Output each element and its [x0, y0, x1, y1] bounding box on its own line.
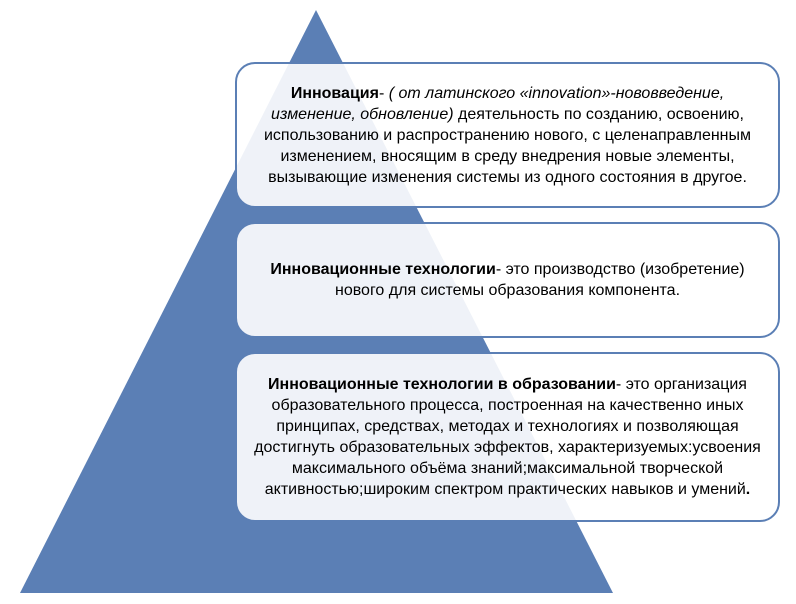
term-innovation: Инновация — [290, 84, 379, 102]
end-mark: . — [745, 481, 751, 498]
term-innovative-technologies: Инновационные технологии — [270, 261, 496, 278]
term-innovative-technologies-in-education: Инновационные технологии в образовании — [268, 376, 616, 393]
definition-innovative-technologies: - это производство (изобретение) нового для системы образования компонента. — [334, 261, 745, 299]
card-innovation — [235, 62, 780, 208]
card-innovative-technologies-in-education — [235, 352, 780, 522]
card-innovative-technologies — [235, 222, 780, 338]
card-innovative-technologies-in-education-text — [249, 374, 766, 500]
etymology-note: ( от латинского «innovation»-нововведение, изменение, обновление) — [271, 84, 725, 123]
card-innovation-text — [249, 83, 766, 188]
dash: - — [378, 84, 389, 102]
card-innovative-technologies-text — [249, 259, 766, 301]
definition-innovation: деятельность по созданию, освоению, использованию и распространению нового, с целенаправленным изменением, вносящим в среду внедрения новые элементы, вызывающие изменения системы из одного состояния в другое. — [263, 105, 752, 186]
definition-innovative-technologies-in-education: - это организация образовательного процесса, построенная на качественно иных принципах, средствах, методах и технологиях и позволяющая достигнуть образовательных эффектов, характеризуемых:усвоения максимального объёма знаний;максимальной творческой активностью;широким спектром практических навыков и умений — [254, 376, 761, 498]
